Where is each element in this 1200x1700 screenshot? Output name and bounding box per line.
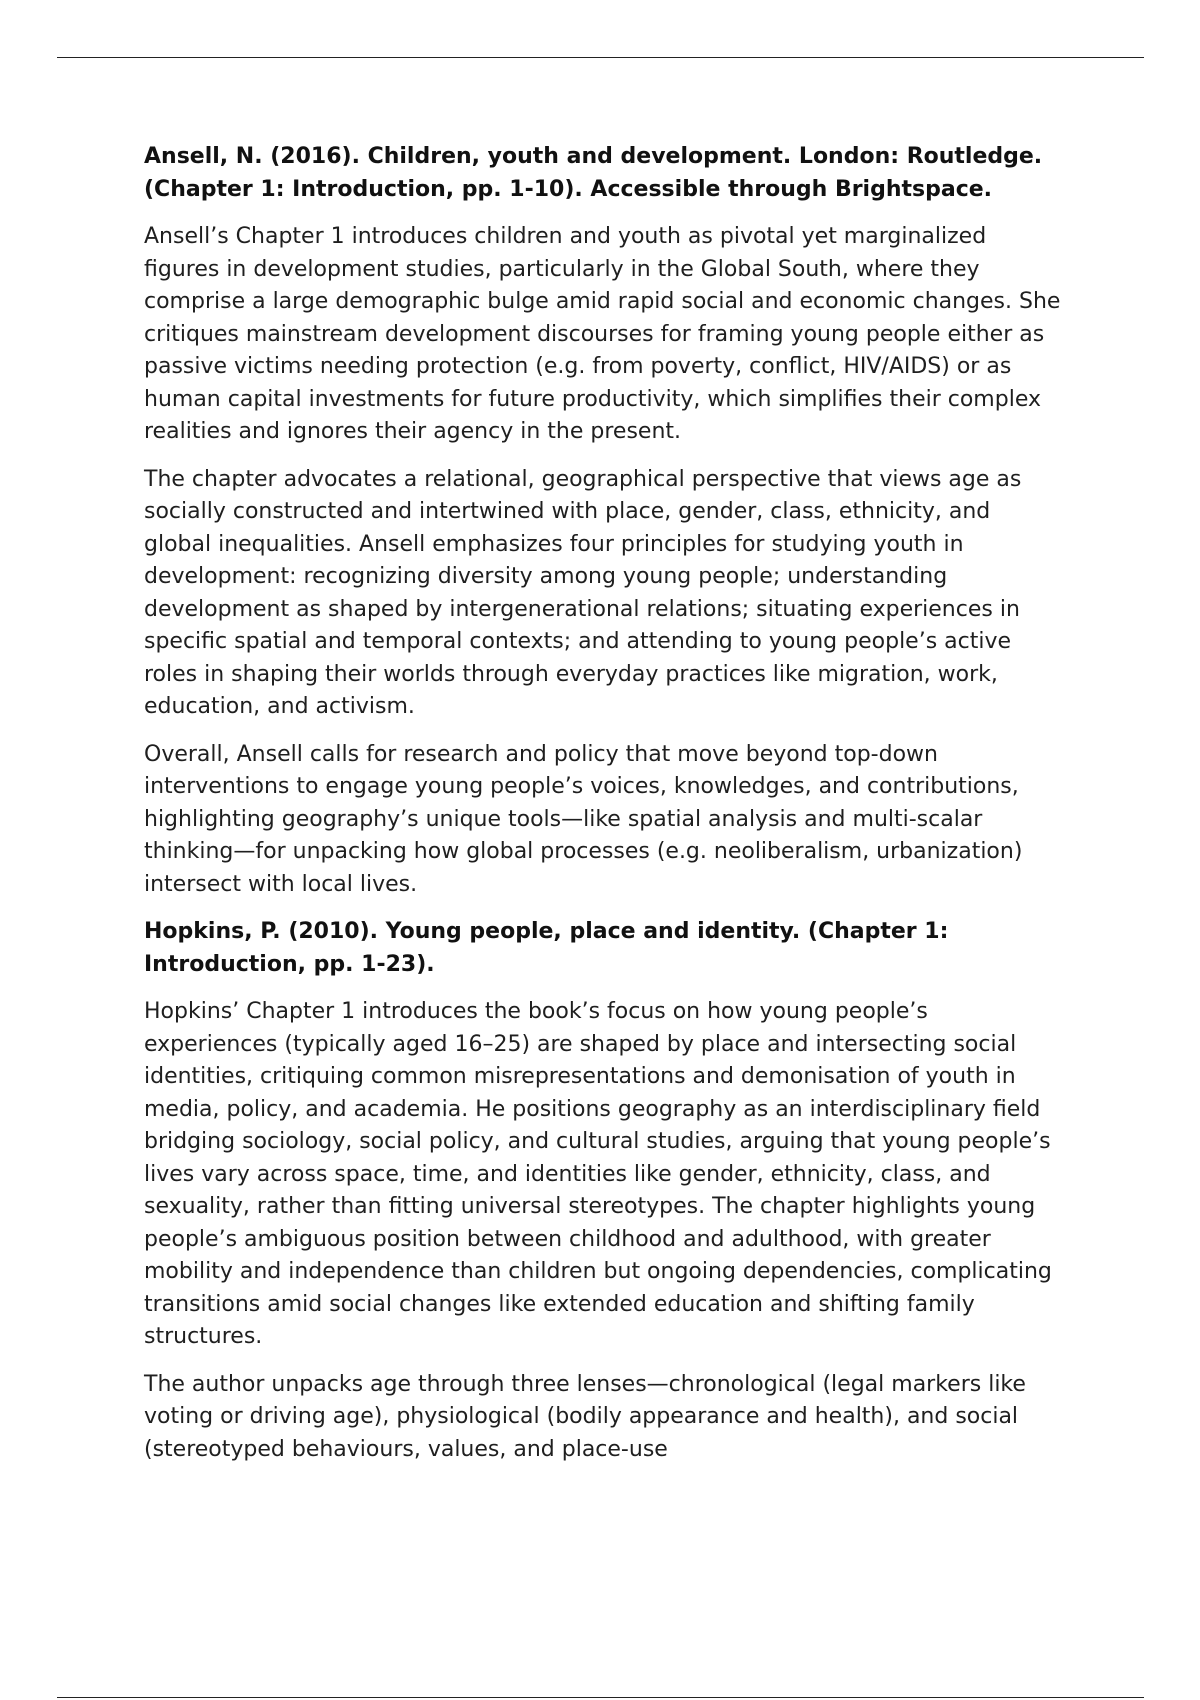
- page-top-rule: [57, 57, 1144, 58]
- summary-paragraph: The chapter advocates a relational, geographical perspective that views age as socially constructed and intertwined with place, gender, class, ethnicity, and global inequalities. Ansell emphasizes four principles for studying youth in development: recognizing diversity among young people; understanding development as shaped by intergenerational relations; situating experiences in specific spatial and temporal contexts; and attending to young people’s active roles in shaping their worlds through everyday practices like migration, work, education, and activism.: [144, 466, 1022, 719]
- reading-entry-ansell: [144, 141, 1064, 901]
- document-body: [144, 141, 1064, 1481]
- entry-title: Ansell, N. (2016). Children, youth and development. London: Routledge. (Chapter 1: Introduction, pp. 1-10). Accessible through Brightspace.: [144, 144, 1043, 202]
- entry-title: Hopkins, P. (2010). Young people, place and identity. (Chapter 1: Introduction, pp. 1-23).: [144, 919, 949, 977]
- summary-paragraph: Hopkins’ Chapter 1 introduces the book’s focus on how young people’s experiences (typically aged 16–25) are shaped by place and intersecting social identities, critiquing common misrepresentations and demonisation of youth in media, policy, and academia. He positions geography as an interdisciplinary field bridging sociology, social policy, and cultural studies, arguing that young people’s lives vary across space, time, and identities like gender, ethnicity, class, and sexuality, rather than fitting universal stereotypes. The chapter highlights young people’s ambiguous position between childhood and adulthood, with greater mobility and independence than children but ongoing dependencies, complicating transitions amid social changes like extended education and shifting family structures.: [144, 999, 1052, 1349]
- summary-paragraph: Ansell’s Chapter 1 introduces children and youth as pivotal yet marginalized figures in development studies, particularly in the Global South, where they comprise a large demographic bulge amid rapid social and economic changes. She critiques mainstream development discourses for framing young people either as passive victims needing protection (e.g. from poverty, conflict, HIV/AIDS) or as human capital investments for future productivity, which simplifies their complex realities and ignores their agency in the present.: [144, 224, 1061, 444]
- summary-paragraph: The author unpacks age through three lenses—chronological (legal markers like voting or driving age), physiological (bodily appearance and health), and social (stereotyped behaviours, values, and place-use: [144, 1371, 1026, 1462]
- summary-paragraph: Overall, Ansell calls for research and policy that move beyond top-down interventions to engage young people’s voices, knowledges, and contributions, highlighting geography’s unique tools—like spatial analysis and multi-scalar thinking—for unpacking how global processes (e.g. neoliberalism, urbanization) intersect with local lives.: [144, 741, 1023, 897]
- reading-entry-hopkins: [144, 916, 1064, 1466]
- page-bottom-rule: [57, 1697, 1144, 1698]
